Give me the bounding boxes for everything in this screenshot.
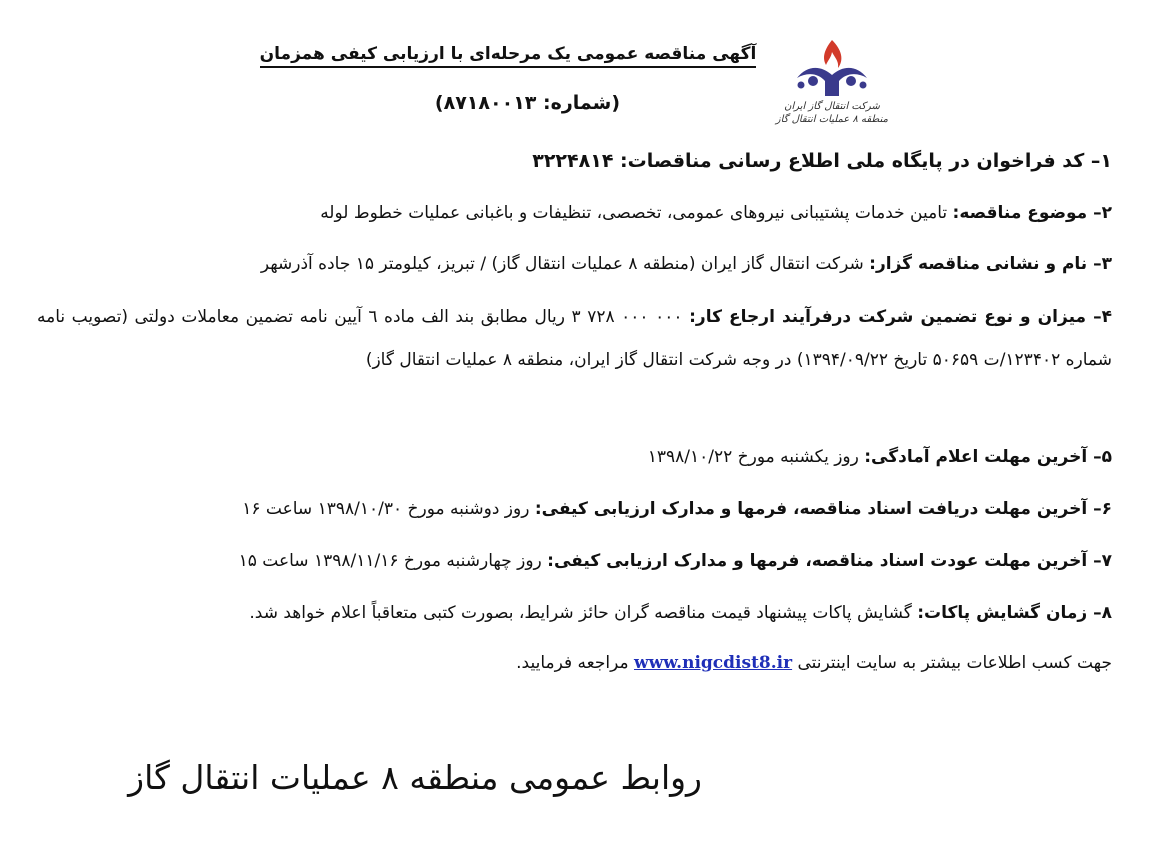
- item-return-value: روز چهارشنبه مورخ ۱۳۹۸/۱۱/۱۶ ساعت ۱۵: [238, 551, 548, 571]
- item-subject-label: ۲– موضوع مناقصه:: [952, 203, 1112, 223]
- item-subject-value: تامین خدمات پشتیبانی نیروهای عمومی، تخصصی، تنظیفات و باغبانی عملیات خطوط لوله: [320, 203, 953, 223]
- item-receive-deadline: [37, 488, 1112, 531]
- item-guarantee-label: ۴– میزان و نوع تضمین شرکت درفرآیند ارجاع کار:: [689, 307, 1113, 327]
- more-info-before: جهت کسب اطلاعات بیشتر به سایت اینترنتی: [792, 653, 1112, 673]
- item-readiness-value: روز یکشنبه مورخ ۱۳۹۸/۱۰/۲۲: [647, 447, 865, 467]
- more-info-line: [37, 642, 1112, 685]
- logo-region-name: منطقه ۸ عملیات انتقال گاز: [775, 114, 888, 125]
- item-readiness-deadline: [37, 436, 1112, 479]
- logo-company-name: شرکت انتقال گاز ایران: [784, 101, 880, 112]
- item-call-code: ۱– کد فراخوان در پایگاه ملی اطلاع رسانی مناقصات: ۳۲۲۴۸۱۴: [532, 150, 1112, 172]
- more-info-after: مراجعه فرمایید.: [516, 653, 634, 673]
- item-guarantee: [37, 296, 1112, 382]
- item-return-label: ۷– آخرین مهلت عودت اسناد مناقصه، فرمها و مدارک ارزیابی کیفی:: [547, 551, 1112, 571]
- item-return-deadline: [37, 540, 1112, 583]
- item-receive-value: روز دوشنبه مورخ ۱۳۹۸/۱۰/۳۰ ساعت ۱۶: [242, 499, 535, 519]
- company-logo: [776, 38, 888, 138]
- item-guarantee-value: ۰۰۰ ۰۰۰ ۷۲۸ ۳ ریال مطابق بند الف ماده ٦ آیین نامه تضمین معاملات دولتی (تصویب نامه شماره ۱۲۳۴۰۲/ت ۵۰۶۵۹ تاریخ ۱۳۹۴/۰۹/۲۲) در وجه شرکت انتقال گاز ایران، منطقه ۸ عملیات انتقال گاز): [37, 307, 1112, 370]
- item-organizer-value: شرکت انتقال گاز ایران (منطقه ۸ عملیات انتقال گاز) / تبریز، کیلومتر ۱۵ جاده آذرشهر: [260, 254, 870, 274]
- website-link[interactable]: www.nigcdist8.ir: [633, 653, 793, 673]
- item-organizer: [37, 243, 1112, 286]
- item-organizer-label: ۳– نام و نشانی مناقصه گزار:: [869, 254, 1112, 274]
- item-opening-label: ۸– زمان گشایش پاکات:: [917, 603, 1112, 623]
- notice-title-text: آگهی مناقصه عمومی یک مرحله‌ای با ارزیابی کیفی همزمان: [260, 44, 757, 68]
- item-opening-value: گشایش پاکات پیشنهاد قیمت مناقصه گران حائز شرایط، بصورت کتبی متعاقباً اعلام خواهد شد.: [249, 603, 918, 623]
- public-relations-signature: روابط عمومی منطقه ۸ عملیات انتقال گاز: [128, 758, 702, 797]
- notice-title: [258, 44, 758, 64]
- item-opening-time: [37, 592, 1112, 635]
- item-subject: [37, 192, 1112, 235]
- nigc-flame-logo-icon: [791, 38, 873, 100]
- item-readiness-label: ۵– آخرین مهلت اعلام آمادگی:: [864, 447, 1112, 467]
- item-receive-label: ۶– آخرین مهلت دریافت اسناد مناقصه، فرمها و مدارک ارزیابی کیفی:: [534, 499, 1112, 519]
- notice-number: (شماره: ۸۷۱۸۰۰۱۳): [434, 92, 620, 114]
